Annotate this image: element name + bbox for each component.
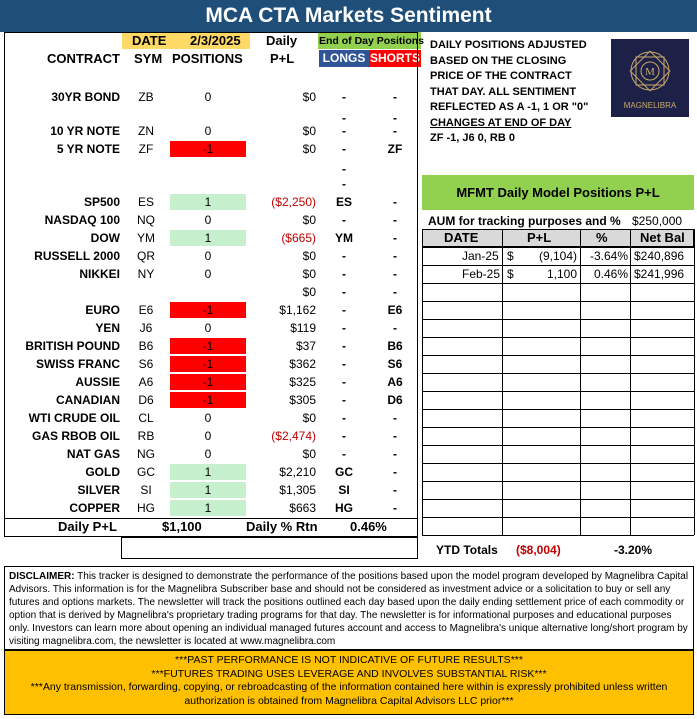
model-net-header: Net Bal: [640, 230, 685, 245]
logo-name: MAGNELIBRA: [623, 101, 677, 110]
contract-name: NAT GAS: [66, 447, 120, 461]
aum-label: AUM for tracking purposes and %: [428, 214, 621, 228]
disclaimer-label: DISCLAIMER:: [9, 571, 75, 582]
model-pl-header: P+L: [527, 230, 552, 245]
position-value: 1: [204, 231, 212, 245]
pl-value: ($665): [281, 231, 316, 245]
position-value: 0: [204, 90, 212, 104]
aum-value: $250,000: [632, 214, 683, 228]
position-value: 0: [204, 321, 212, 335]
position-value: 1: [204, 483, 212, 497]
sym-header: SYM: [134, 51, 163, 66]
grid-line: [422, 463, 694, 464]
position-value: 0: [204, 124, 212, 138]
contract-sym: A6: [138, 375, 154, 389]
short-flag: -: [393, 231, 397, 245]
contract-name: YEN: [95, 321, 120, 335]
ytd-pct: -3.20%: [614, 543, 653, 557]
long-flag: GC: [335, 465, 353, 479]
notice-line: DAILY POSITIONS ADJUSTED: [430, 39, 587, 51]
model-currency: $: [507, 249, 514, 263]
contract-name: SP500: [83, 195, 120, 209]
pl-value: $663: [289, 501, 316, 515]
grid-line: [422, 481, 694, 482]
notice-line: PRICE OF THE CONTRACT: [430, 70, 572, 82]
short-flag: -: [393, 267, 397, 281]
contract-sym: QR: [137, 249, 155, 263]
pl-value: ($2,250): [271, 195, 316, 209]
grid-line: [422, 301, 694, 302]
contract-name: GAS RBOB OIL: [31, 429, 120, 443]
contract-sym: RB: [137, 429, 155, 443]
contract-sym: S6: [138, 357, 154, 371]
short-flag: -: [393, 465, 397, 479]
disclaimer-text: This tracker is designed to demonstrate the performance of the positions based upon the model program developed by Magnelibra Capital Advisors. This information is for the Magnelibra Subscriber base and should not be considered as investment advice or a solicitation to buy or sell any futures and options markets. The newsletter will track the positions outlined each day based upon the daily ending settlement price of each commodity or option that is derived by Magnelibra's proprietary trading programs for that day. The newsletter is for informational purposes and educational purposes only. Investors can learn more about opening an individual managed futures account and access to Magnelibra's unique alternative long/short program by visiting magnelibra.com, the newsletter is located at www.magnelibra.com: [9, 571, 689, 647]
contract-name: NIKKEI: [79, 267, 120, 281]
logo-monogram: M: [645, 66, 655, 78]
long-flag: -: [342, 213, 346, 227]
grid-line: [422, 355, 694, 356]
contract-name: CANADIAN: [56, 393, 120, 407]
contract-header: CONTRACT: [47, 51, 120, 66]
shorts-header: SHORTS: [369, 51, 420, 65]
grid-line: [422, 445, 694, 446]
grid-line: [422, 499, 694, 500]
grid-line: [502, 229, 503, 535]
short-flag: ZF: [387, 142, 403, 156]
long-flag: -: [342, 249, 346, 263]
long-flag: HG: [335, 501, 353, 515]
magnelibra-logo: [611, 39, 689, 117]
short-flag: -: [393, 321, 397, 335]
position-value: 0: [204, 447, 212, 461]
pl-value: $325: [289, 375, 316, 389]
model-date: Jan-25: [462, 249, 499, 263]
long-flag: -: [342, 162, 346, 176]
pl-value: $0: [302, 447, 316, 461]
long-flag: -: [342, 411, 346, 425]
contract-name: DOW: [90, 231, 120, 245]
contract-sym: HG: [137, 501, 155, 515]
notice-line: BASED ON THE CLOSING: [430, 54, 567, 67]
positions-table-border: [4, 32, 418, 537]
long-flag: -: [342, 124, 346, 138]
grid-line: [694, 229, 695, 535]
position-value: -1: [202, 393, 214, 407]
position-value: 1: [204, 195, 212, 209]
model-pl: (9,104): [538, 249, 577, 263]
notice: [430, 38, 605, 147]
contract-sym: ZB: [138, 90, 154, 104]
short-flag: S6: [387, 357, 403, 371]
short-flag: -: [393, 249, 397, 263]
contract-name: RUSSELL 2000: [34, 249, 120, 263]
model-pct: -3.64%: [589, 249, 628, 263]
contract-name: BRITISH POUND: [25, 339, 120, 353]
long-flag: -: [342, 375, 346, 389]
short-flag: E6: [387, 303, 403, 317]
model-title: MFMT Daily Model Positions P+L: [456, 185, 660, 200]
pl-value: $119: [290, 321, 316, 335]
long-flag: -: [342, 393, 346, 407]
daily-pl-value: $1,100: [162, 519, 202, 534]
position-value: -1: [202, 357, 214, 371]
position-value: -1: [202, 339, 214, 353]
model-net: $240,896: [634, 249, 685, 263]
warnings: [4, 650, 694, 715]
contract-name: NASDAQ 100: [44, 213, 120, 227]
date-value: 2/3/2025: [190, 33, 241, 48]
long-flag: -: [342, 339, 346, 353]
grid-line: [422, 283, 694, 284]
contract-sym: YM: [137, 231, 155, 245]
contract-name: COPPER: [69, 501, 120, 515]
longs-header: LONGS: [319, 50, 369, 67]
pl-value: $1,162: [279, 303, 316, 317]
long-flag: -: [342, 177, 346, 191]
contract-sym: NQ: [137, 213, 155, 227]
long-flag: -: [342, 111, 346, 125]
model-date: Feb-25: [462, 267, 501, 281]
pl-value: $0: [302, 124, 316, 138]
position-value: 0: [204, 267, 212, 281]
model-net: $241,996: [634, 267, 685, 281]
short-flag: -: [393, 285, 397, 299]
changes-header: CHANGES AT END OF DAY: [430, 116, 572, 129]
pl-value: $1,305: [279, 483, 316, 497]
short-flag: A6: [387, 375, 403, 389]
short-flag: B6: [387, 339, 403, 353]
contract-name: SILVER: [77, 483, 120, 497]
contract-name: SWISS FRANC: [36, 357, 120, 371]
long-flag: -: [342, 142, 346, 156]
contract-sym: CL: [138, 411, 154, 425]
contract-name: 10 YR NOTE: [50, 124, 120, 138]
contract-sym: E6: [138, 303, 154, 317]
pl-value: $0: [302, 285, 316, 299]
contract-sym: NG: [137, 447, 155, 461]
positions-header: POSITIONS: [172, 51, 243, 66]
warning-past-performance: ***PAST PERFORMANCE IS NOT INDICATIVE OF FUTURE RESULTS***: [175, 654, 523, 666]
short-flag: D6: [387, 393, 403, 407]
notice-line: REFLECTED AS A -1, 1 OR "0": [430, 101, 589, 113]
short-flag: -: [393, 90, 397, 104]
long-flag: -: [342, 267, 346, 281]
warning-leverage: ***FUTURES TRADING USES LEVERAGE AND INVOLVES SUBSTANTIAL RISK***: [151, 667, 547, 680]
position-value: 0: [204, 411, 212, 425]
grid-line: [422, 427, 694, 428]
long-flag: -: [342, 447, 346, 461]
position-value: 0: [204, 429, 212, 443]
totals-box: [121, 537, 418, 559]
contract-sym: GC: [137, 465, 155, 479]
short-flag: -: [393, 429, 397, 443]
contract-sym: ZF: [138, 142, 154, 156]
pl-value: $0: [302, 213, 316, 227]
short-flag: -: [393, 213, 397, 227]
long-flag: SI: [338, 483, 350, 497]
pl-value: $2,210: [279, 465, 316, 479]
long-flag: YM: [335, 231, 353, 245]
short-flag: -: [393, 411, 397, 425]
pl-value: $0: [302, 267, 316, 281]
pl-value: $37: [295, 339, 316, 353]
short-flag: -: [393, 447, 397, 461]
position-value: -1: [202, 375, 214, 389]
contract-name: 30YR BOND: [51, 90, 120, 104]
contract-sym: B6: [138, 339, 154, 353]
contract-name: AUSSIE: [75, 375, 120, 389]
notice-line: THAT DAY. ALL SENTIMENT: [430, 85, 577, 98]
position-value: 1: [204, 501, 212, 515]
ytd-value: ($8,004): [516, 543, 561, 557]
grid-line: [422, 409, 694, 410]
warning-copyright: ***Any transmission, forwarding, copying, or rebroadcasting of the information contained here within is expressly prohibited unless written authorization is obtained from Magnelibra Capital Advisors LLC prior***: [30, 681, 668, 707]
long-flag: -: [342, 285, 346, 299]
long-flag: -: [342, 357, 346, 371]
position-value: 0: [204, 213, 212, 227]
grid-line: [422, 391, 694, 392]
daily-label: Daily: [266, 33, 298, 48]
pl-value: $0: [302, 142, 316, 156]
short-flag: -: [393, 501, 397, 515]
short-flag: -: [393, 483, 397, 497]
daily-rtn-label: Daily % Rtn: [246, 519, 318, 534]
contract-sym: ZN: [138, 124, 154, 138]
pl-value: ($2,474): [271, 429, 316, 443]
contract-name: GOLD: [85, 465, 120, 479]
long-flag: -: [342, 303, 346, 317]
contract-sym: NY: [137, 267, 155, 281]
contract-name: WTI CRUDE OIL: [28, 411, 120, 425]
pl-value: $0: [302, 249, 316, 263]
short-flag: -: [393, 111, 397, 125]
daily-rtn-value: 0.46%: [350, 519, 387, 534]
contract-name: 5 YR NOTE: [56, 142, 120, 156]
grid-line: [422, 337, 694, 338]
eod-label: End of Day Positions: [319, 35, 425, 47]
contract-sym: D6: [138, 393, 154, 407]
position-value: -1: [202, 303, 214, 317]
disclaimer: [4, 566, 694, 650]
model-pl: 1,100: [546, 267, 577, 281]
short-flag: -: [393, 195, 397, 209]
grid-line: [422, 319, 694, 320]
position-value: 1: [204, 465, 212, 479]
date-label: DATE: [132, 33, 167, 48]
ytd-label: YTD Totals: [436, 543, 498, 557]
page-title: MCA CTA Markets Sentiment: [0, 0, 697, 32]
grid-line: [630, 229, 631, 535]
contract-name: EURO: [85, 303, 120, 317]
pl-value: $362: [289, 357, 316, 371]
changes-list: ZF -1, J6 0, RB 0: [430, 132, 515, 144]
contract-sym: SI: [140, 483, 152, 497]
model-currency: $: [507, 267, 514, 281]
long-flag: -: [342, 321, 346, 335]
model-date-header: DATE: [444, 230, 479, 245]
grid-line: [422, 517, 694, 518]
pl-header: P+L: [270, 51, 295, 66]
contract-sym: J6: [139, 321, 153, 335]
long-flag: -: [342, 90, 346, 104]
long-flag: ES: [335, 195, 352, 209]
position-value: 0: [204, 249, 212, 263]
daily-pl-label: Daily P+L: [58, 519, 117, 534]
pl-value: $0: [302, 90, 316, 104]
long-flag: -: [342, 429, 346, 443]
grid-line: [422, 229, 423, 535]
grid-line: [422, 373, 694, 374]
contract-sym: ES: [137, 195, 154, 209]
grid-line: [422, 535, 694, 536]
model-pct: 0.46%: [593, 267, 628, 281]
model-pct-header: %: [596, 230, 608, 245]
pl-value: $305: [289, 393, 316, 407]
pl-value: $0: [302, 411, 316, 425]
short-flag: -: [393, 124, 397, 138]
position-value: -1: [202, 142, 214, 156]
